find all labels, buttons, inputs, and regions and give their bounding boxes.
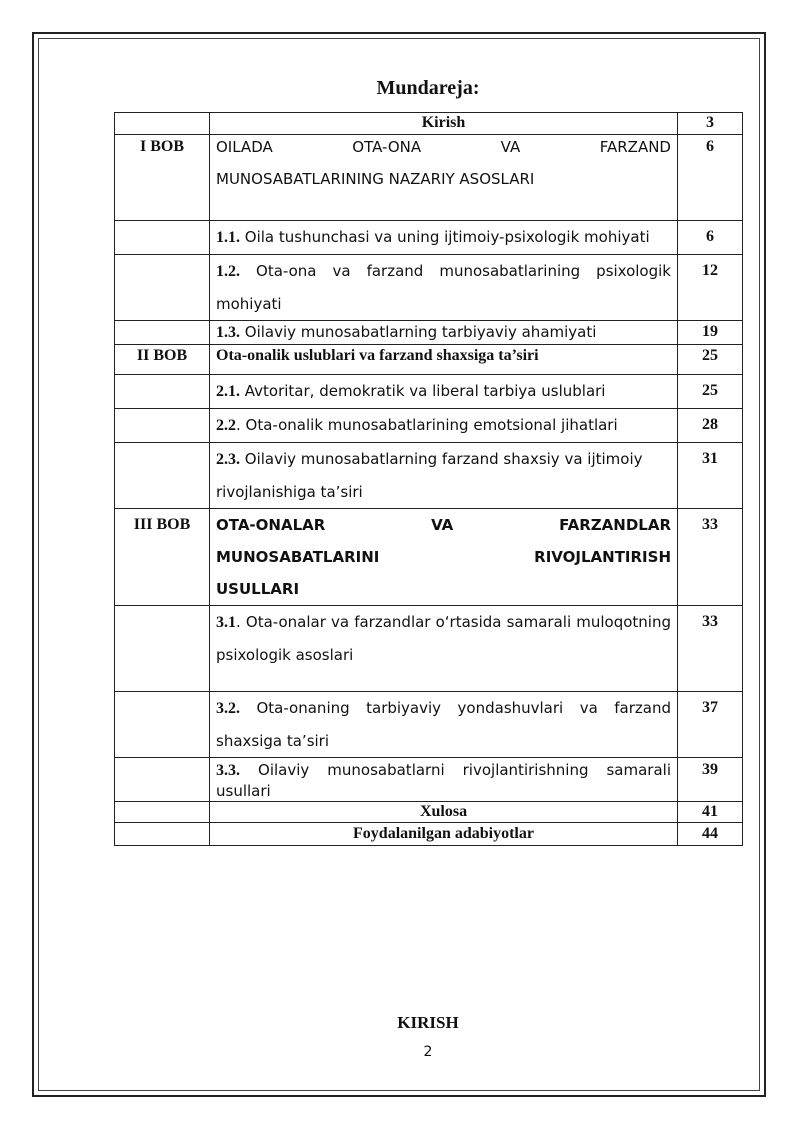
toc-item-1-3-page: 19 <box>678 321 743 345</box>
toc-row-2-1 <box>115 375 743 409</box>
toc-row-1-1 <box>115 221 743 255</box>
toc-chapter1-page: 6 <box>678 135 743 221</box>
toc-item-number: 2.1. <box>216 383 240 400</box>
toc-chapter2-label: II BOB <box>115 345 210 375</box>
toc-chapter3-title-line3: USULLARI <box>216 580 300 598</box>
toc-row-chapter3 <box>115 509 743 606</box>
toc-item-3-1-page: 33 <box>678 606 743 692</box>
toc-row-3-3 <box>115 758 743 802</box>
toc-item-text-cont: rivojlanishiga ta’siri <box>216 483 363 501</box>
toc-item-number: 3.3. <box>216 762 240 779</box>
toc-item-number: 1.1. <box>216 229 240 246</box>
toc-item-2-2[interactable] <box>210 409 678 443</box>
toc-item-1-3[interactable] <box>210 321 678 345</box>
section-heading: KIRISH <box>397 1013 459 1032</box>
toc-conclusion-page: 41 <box>678 802 743 823</box>
toc-item-2-1-page: 25 <box>678 375 743 409</box>
toc-item-text: Ota-onaning tarbiyaviy yondashuvlari va farzand <box>240 699 671 717</box>
toc-item-number: 1.3. <box>216 324 240 341</box>
page-title: Mundareja: <box>376 77 480 99</box>
toc-item-text: Oilaviy munosabatlarning farzand shaxsiy va ijtimoiy <box>240 450 643 468</box>
toc-item-2-3[interactable] <box>210 443 678 509</box>
toc-item-3-1[interactable] <box>210 606 678 692</box>
toc-item-3-3-page: 39 <box>678 758 743 802</box>
toc-item-number: 2.2 <box>216 417 236 434</box>
toc-chapter3-title[interactable] <box>210 509 678 606</box>
toc-item-number: 3.1 <box>216 614 236 631</box>
toc-chapter2-title[interactable]: Ota-onalik uslublari va farzand shaxsiga ta’siri <box>210 345 678 375</box>
toc-item-text-cont: usullari <box>216 782 271 800</box>
toc-chapter3-page: 33 <box>678 509 743 606</box>
toc-row-intro <box>115 113 743 135</box>
toc-item-text-cont: psixologik asoslari <box>216 646 354 664</box>
toc-chapter3-label: III BOB <box>115 509 210 606</box>
toc-item-2-1[interactable] <box>210 375 678 409</box>
toc-item-1-2[interactable] <box>210 255 678 321</box>
toc-row-2-2 <box>115 409 743 443</box>
toc-item-number: 2.3. <box>216 451 240 468</box>
toc-references-title[interactable]: Foydalanilgan adabiyotlar <box>210 823 678 846</box>
toc-intro-title[interactable]: Kirish <box>210 113 678 135</box>
toc-item-3-3[interactable] <box>210 758 678 802</box>
toc-row-chapter1 <box>115 135 743 221</box>
toc-item-number: 1.2. <box>216 263 240 280</box>
toc-item-text: Oilaviy munosabatlarni rivojlantirishning samarali <box>240 761 671 779</box>
page-number: 2 <box>423 1044 433 1060</box>
toc-item-text: Ota-ona va farzand munosabatlarining psixologik <box>240 262 671 280</box>
toc-chapter3-title-line2: MUNOSABATLARINI RIVOJLANTIRISH <box>216 548 671 566</box>
toc-chapter1-label: I BOB <box>115 135 210 221</box>
toc-item-1-1-page: 6 <box>678 221 743 255</box>
toc-item-text: . Ota-onalar va farzandlar o‘rtasida samarali muloqotning <box>236 613 671 631</box>
toc-item-2-3-page: 31 <box>678 443 743 509</box>
toc-row-1-3 <box>115 321 743 345</box>
toc-item-1-2-page: 12 <box>678 255 743 321</box>
toc-row-3-1 <box>115 606 743 692</box>
toc-item-text: Oilaviy munosabatlarning tarbiyaviy ahamiyati <box>240 323 597 341</box>
toc-row-references <box>115 823 743 846</box>
toc-chapter1-title[interactable] <box>210 135 678 221</box>
toc-item-number: 3.2. <box>216 700 240 717</box>
toc-item-3-2[interactable] <box>210 692 678 758</box>
toc-references-page: 44 <box>678 823 743 846</box>
toc-item-2-2-page: 28 <box>678 409 743 443</box>
toc-intro-page: 3 <box>678 113 743 135</box>
toc-item-text: Oila tushunchasi va uning ijtimoiy-psixologik mohiyati <box>240 228 650 246</box>
toc-row-1-2 <box>115 255 743 321</box>
toc-item-text: Avtoritar, demokratik va liberal tarbiya uslublari <box>240 382 606 400</box>
table-of-contents <box>114 112 743 846</box>
toc-item-text-cont: mohiyati <box>216 295 282 313</box>
toc-item-1-1[interactable] <box>210 221 678 255</box>
toc-row-chapter2 <box>115 345 743 375</box>
toc-conclusion-title[interactable]: Xulosa <box>210 802 678 823</box>
toc-row-3-2 <box>115 692 743 758</box>
toc-row-conclusion <box>115 802 743 823</box>
toc-item-text: . Ota-onalik munosabatlarining emotsional jihatlari <box>236 416 618 434</box>
toc-chapter1-title-line2: MUNOSABATLARINING NAZARIY ASOSLARI <box>216 170 535 188</box>
toc-row-2-3 <box>115 443 743 509</box>
toc-chapter3-title-line1: OTA-ONALAR VA FARZANDLAR <box>216 516 671 534</box>
toc-chapter2-page: 25 <box>678 345 743 375</box>
toc-item-3-2-page: 37 <box>678 692 743 758</box>
toc-chapter1-title-line1: OILADA OTA-ONA VA FARZAND <box>216 138 671 156</box>
toc-item-text-cont: shaxsiga ta’siri <box>216 732 330 750</box>
